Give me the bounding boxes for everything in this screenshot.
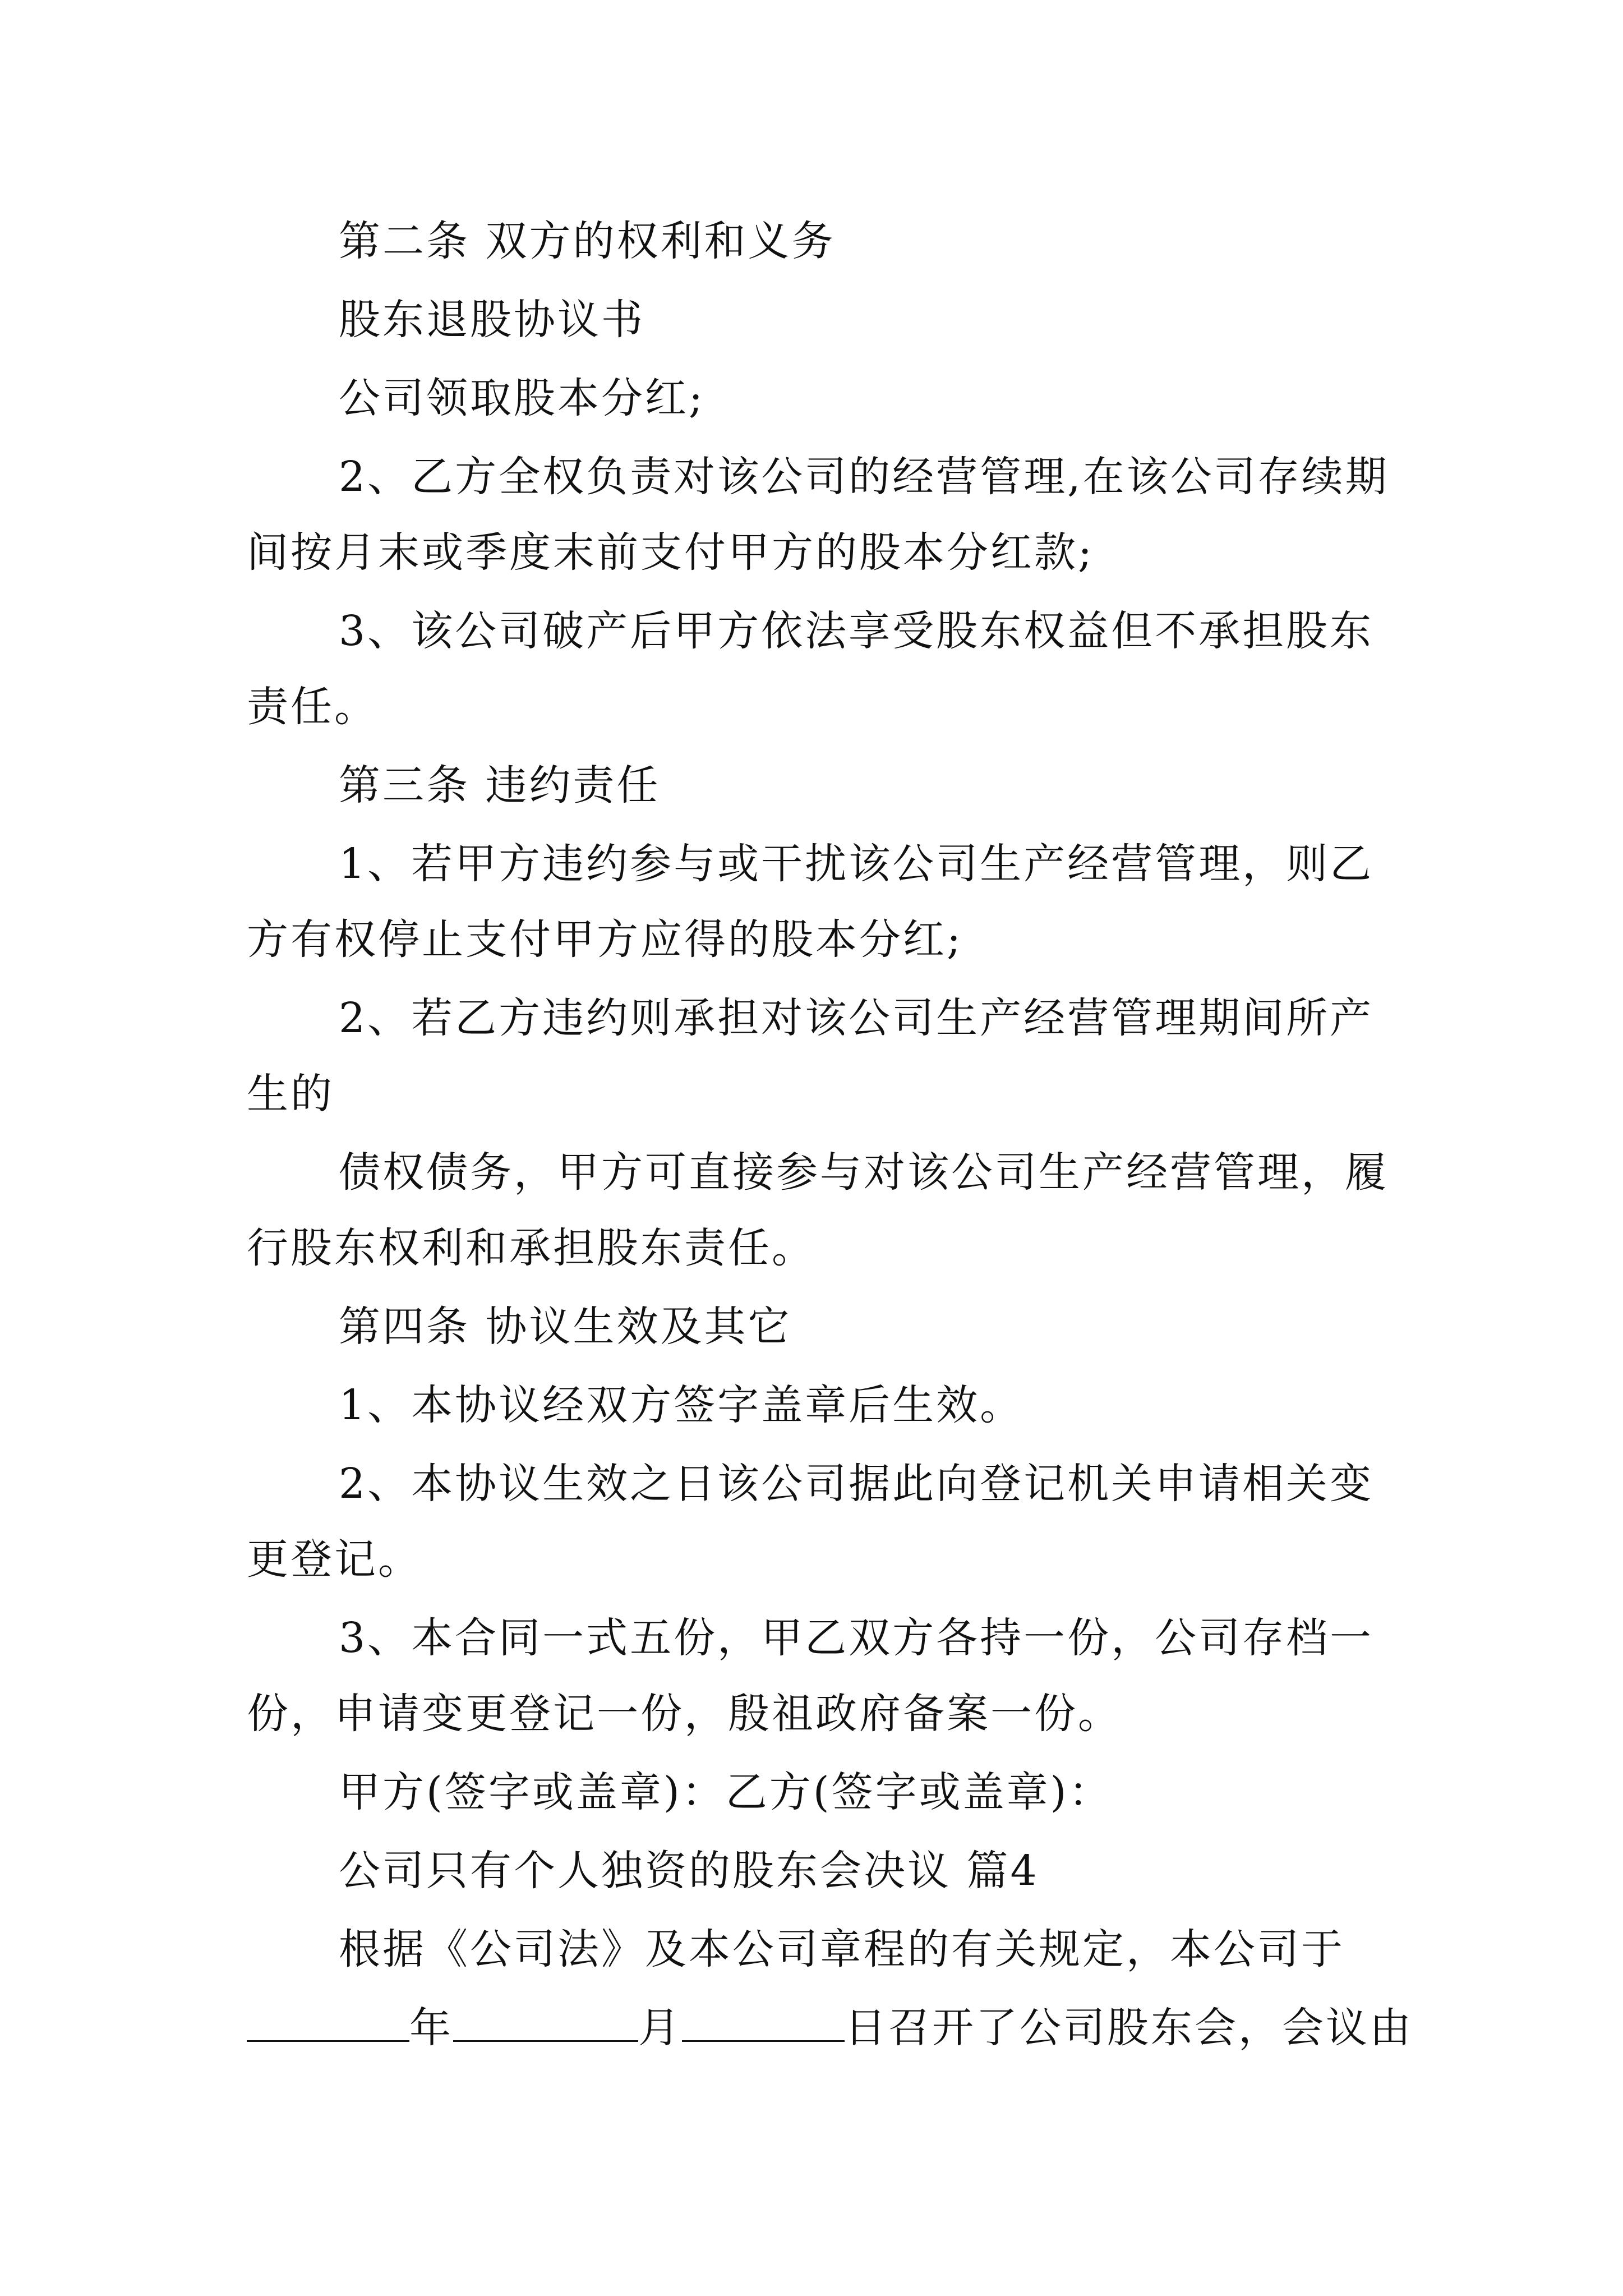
section-heading: 第四条 协议生效及其它 xyxy=(339,1303,792,1351)
paragraph-line: 公司领取股本分红; xyxy=(339,374,705,422)
paragraph-line: 2、乙方全权负责对该公司的经营管理,在该公司存续期 xyxy=(339,453,1389,501)
signature-line: 甲方(签字或盖章)：乙方(签字或盖章)： xyxy=(339,1768,1113,1816)
paragraph-line: 更登记。 xyxy=(247,1535,422,1584)
section-heading: 第二条 双方的权利和义务 xyxy=(339,217,836,265)
paragraph-line: 3、本合同一式五份，甲乙双方各持一份，公司存档一 xyxy=(339,1614,1374,1662)
month-label: 月 xyxy=(638,2004,682,2052)
paragraph-line: 2、本协议生效之日该公司据此向登记机关申请相关变 xyxy=(339,1460,1374,1508)
paragraph-line: 1、若甲方违约参与或干扰该公司生产经营管理，则乙 xyxy=(339,840,1374,888)
paragraph-line: 3、该公司破产后甲方依法享受股东权益但不承担股东 xyxy=(339,607,1374,655)
date-fill-line xyxy=(247,2000,1413,2056)
paragraph-line: 方有权停止支付甲方应得的股本分红; xyxy=(247,915,963,964)
paragraph-line: 份，申请变更登记一份，殷祖政府备案一份。 xyxy=(247,1690,1122,1738)
paragraph-line: 1、本协议经双方签字盖章后生效。 xyxy=(339,1381,1024,1429)
paragraph-line: 债权债务，甲方可直接参与对该公司生产经营管理，履 xyxy=(339,1148,1389,1197)
day-blank xyxy=(682,2001,845,2042)
year-label: 年 xyxy=(409,2004,453,2052)
day-rest-text: 日召开了公司股东会，会议由 xyxy=(845,2004,1413,2052)
paragraph-line: 责任。 xyxy=(247,683,378,731)
paragraph-line: 生的 xyxy=(247,1070,334,1118)
section-heading: 公司只有个人独资的股东会决议 篇4 xyxy=(339,1847,1039,1895)
paragraph-line: 股东退股协议书 xyxy=(339,296,645,344)
month-blank xyxy=(453,2001,638,2042)
year-blank xyxy=(247,2001,409,2042)
paragraph-line: 行股东权利和承担股东责任。 xyxy=(247,1224,815,1272)
paragraph-line: 间按月末或季度末前支付甲方的股本分红款; xyxy=(247,528,1094,577)
paragraph-line: 根据《公司法》及本公司章程的有关规定，本公司于 xyxy=(339,1925,1345,1973)
section-heading: 第三条 违约责任 xyxy=(339,761,661,809)
paragraph-line: 2、若乙方违约则承担对该公司生产经营管理期间所产 xyxy=(339,994,1374,1042)
